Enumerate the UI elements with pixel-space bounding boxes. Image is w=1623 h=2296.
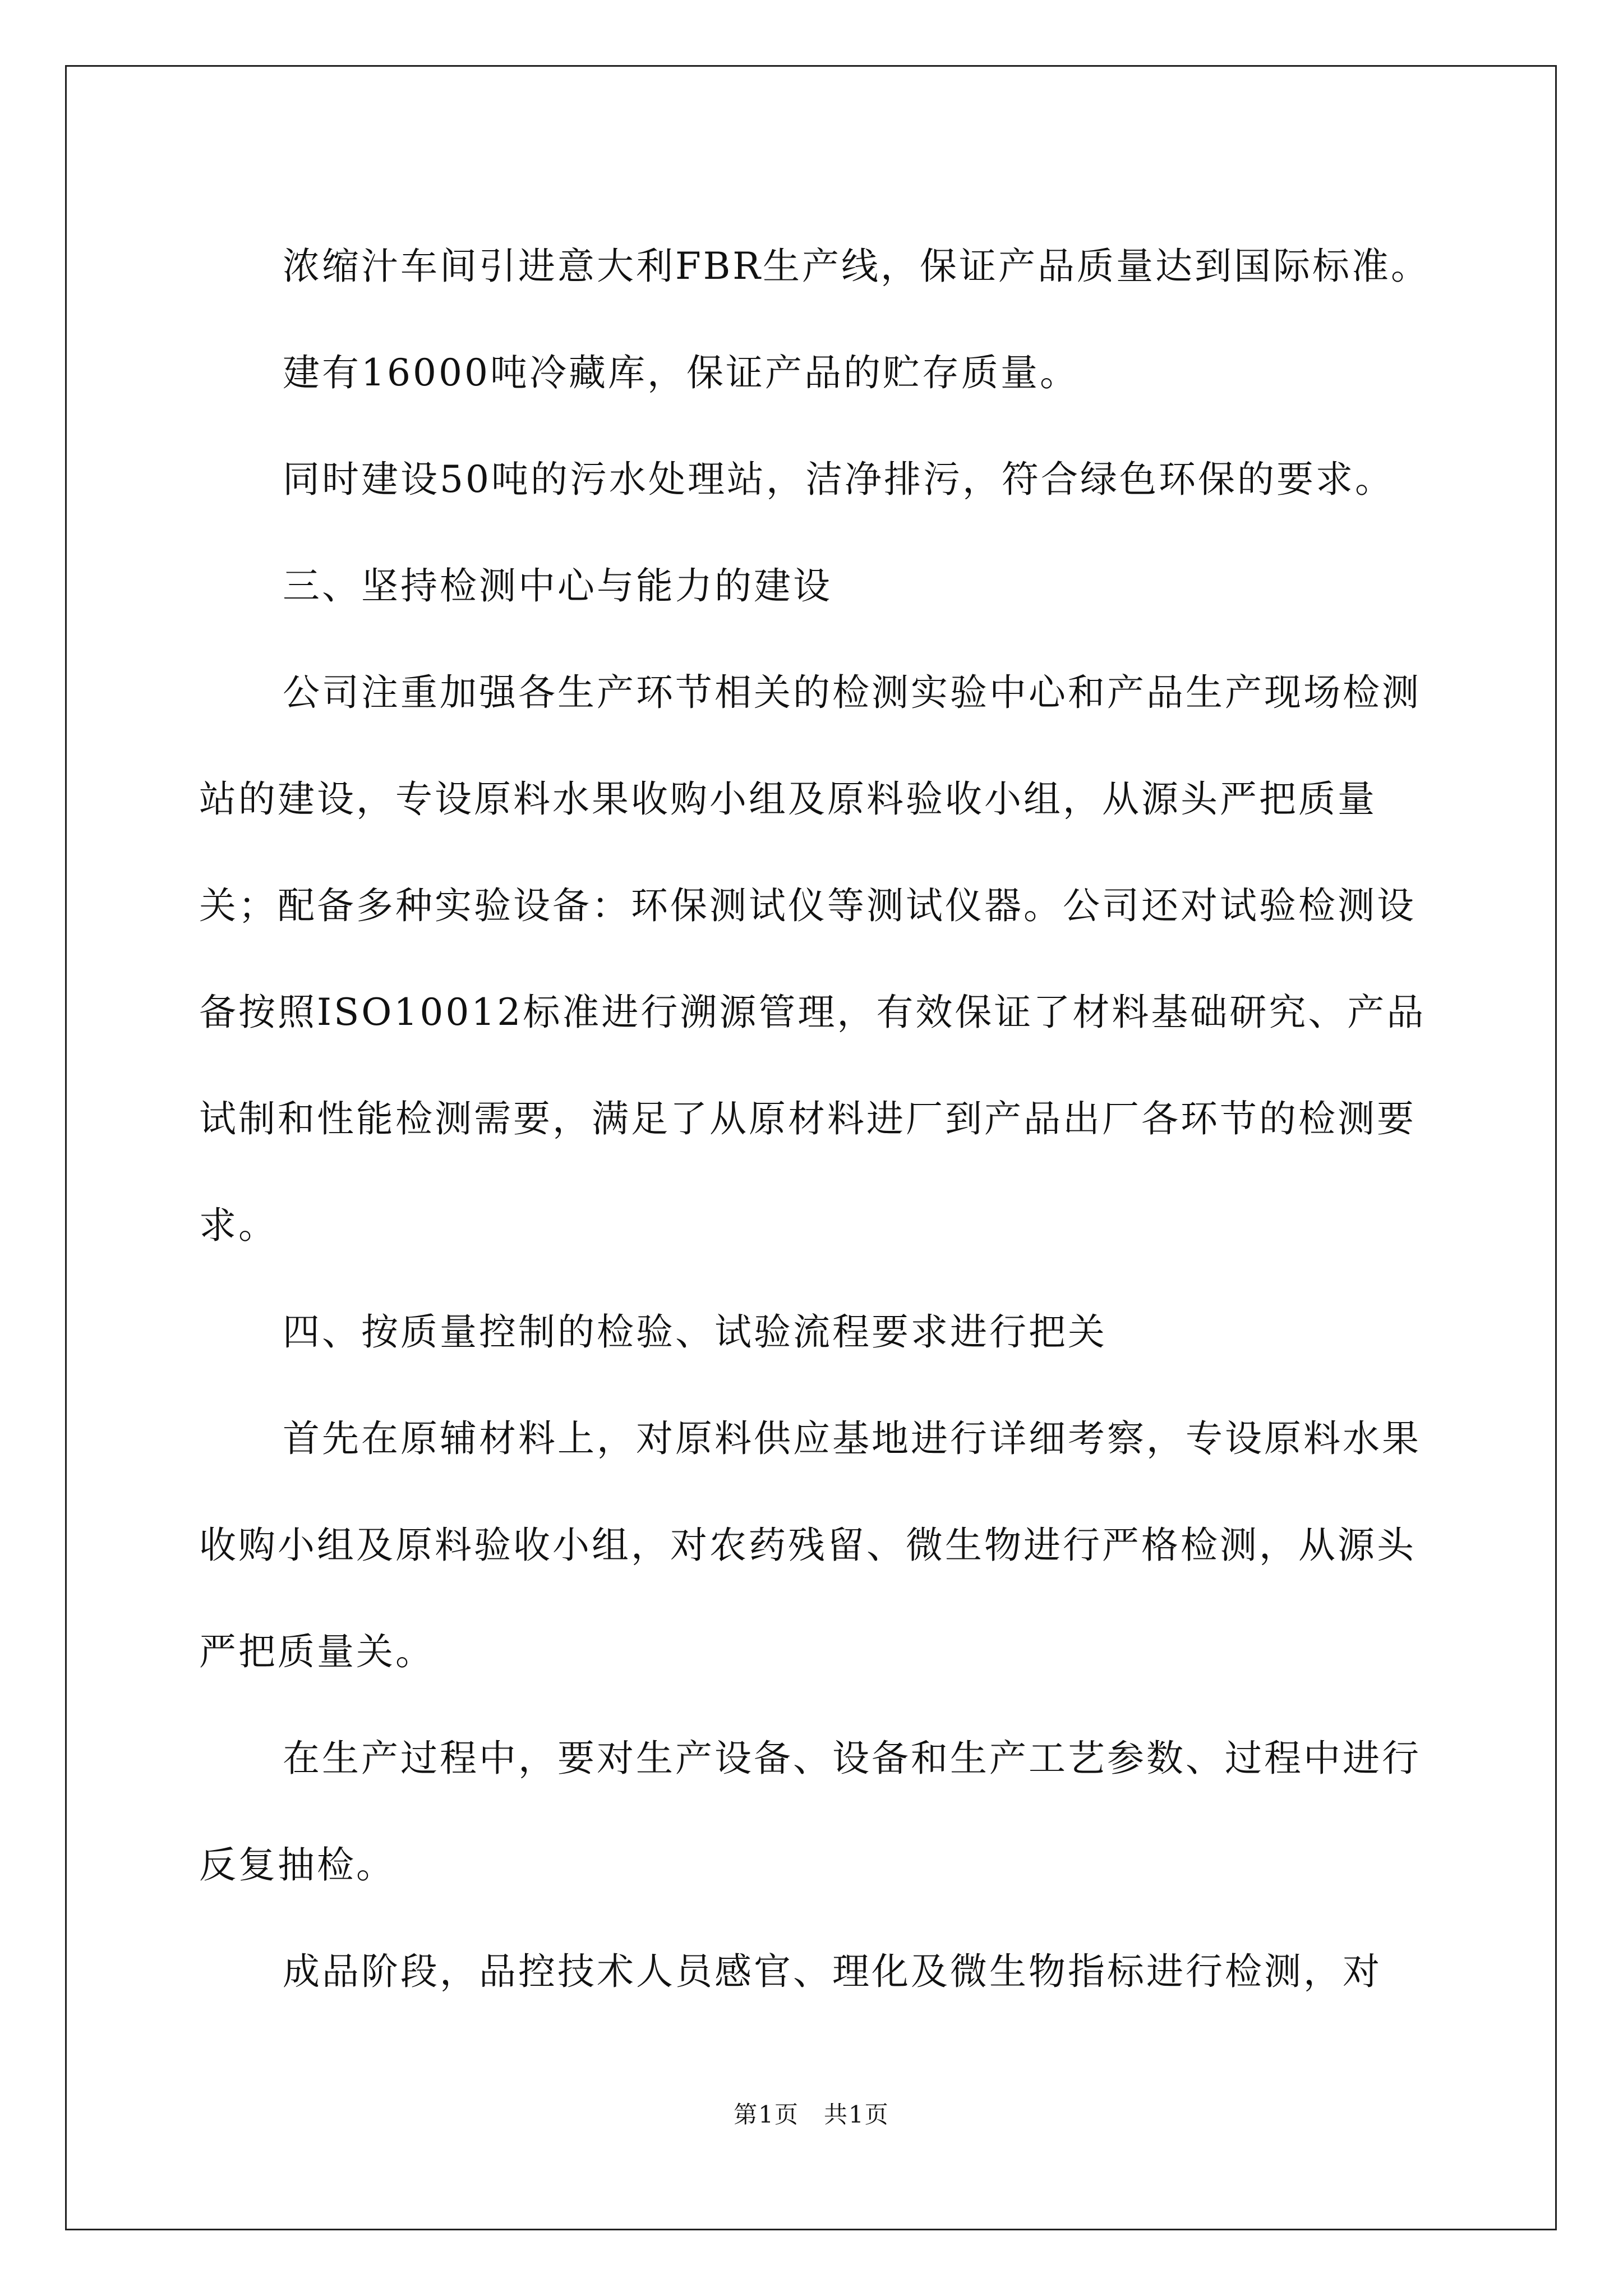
- paragraph-raw-materials: 首先在原辅材料上，对原料供应基地进行详细考察，专设原料水果收购小组及原料验收小组，对农药残留、微生物进行严格检测，从源头严把质量关。: [199, 1417, 1421, 1673]
- section-heading-quality-control: 四、按质量控制的检验、试验流程要求进行把关: [283, 1310, 1107, 1354]
- paragraph-sewage-station: 同时建设50吨的污水处理站，洁净排污，符合绿色环保的要求。: [283, 458, 1394, 501]
- page-footer: 第1页 共1页: [734, 2101, 889, 2128]
- paragraph-finished-products: 成品阶段，品控技术人员感官、理化及微生物指标进行检测，对: [283, 1950, 1382, 1993]
- document-body: [199, 213, 1433, 2025]
- paragraph-cold-storage: 建有16000吨冷藏库，保证产品的贮存质量。: [283, 351, 1079, 394]
- paragraph-production-process: 在生产过程中，要对生产设备、设备和生产工艺参数、过程中进行反复抽检。: [199, 1737, 1421, 1887]
- section-heading-testing-center: 三、坚持检测中心与能力的建设: [283, 564, 832, 608]
- paragraph-testing-center: 公司注重加强各生产环节相关的检测实验中心和产品生产现场检测站的建设，专设原料水果收购小组及原料验收小组，从源头严把质量关；配备多种实验设备：环保测试仪等测试仪器。公司还对试验检测设备按照ISO10012标准进行溯源管理，有效保证了材料基础研究、产品试制和性能检测需要，满足了从原材料进厂到产品出厂各环节的检测要求。: [199, 671, 1426, 1247]
- paragraph-fbr-line: 浓缩汁车间引进意大利FBR生产线，保证产品质量达到国际标准。: [283, 245, 1430, 288]
